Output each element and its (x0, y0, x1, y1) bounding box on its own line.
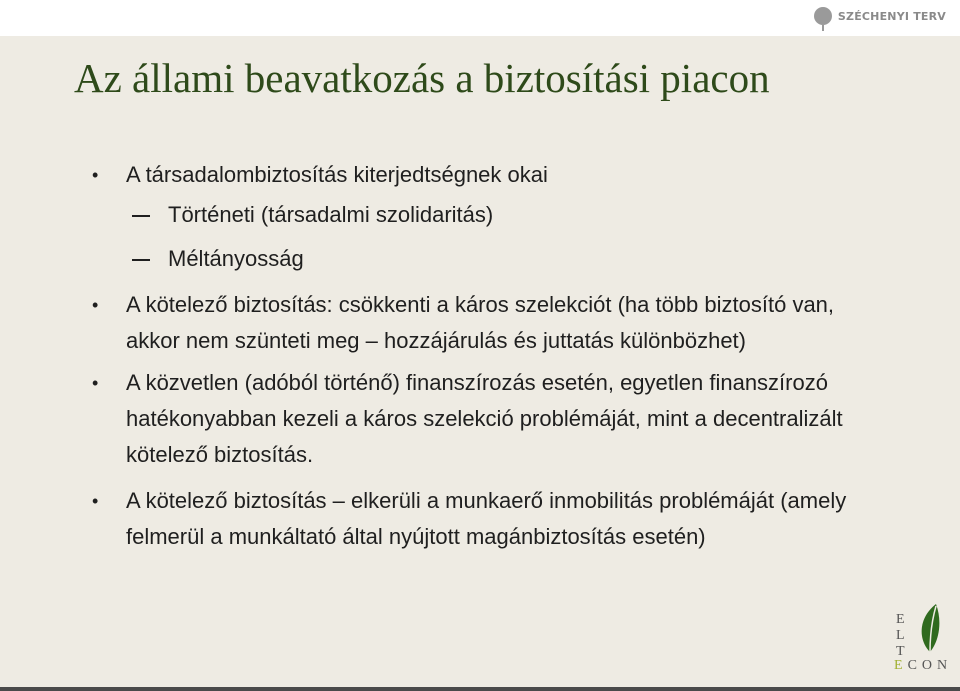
bullet-text: A kötelező biztosítás – elkerüli a munkaerő inmobilitás problémáját (amely felmerül a munkáltató által nyújtott magánbiztosítás esetén) (126, 488, 847, 549)
econ-wordmark (894, 658, 952, 674)
logo-letter: E (896, 612, 905, 627)
slide-title: Az állami beavatkozás a biztosítási piacon (74, 55, 770, 101)
top-bar (0, 0, 960, 36)
szechenyi-logo-icon (814, 7, 832, 25)
logo-letter: T (896, 644, 905, 659)
szechenyi-brand-text: SZÉCHENYI TERV (837, 9, 946, 23)
dash-icon (132, 215, 150, 217)
sub-bullet-item (92, 193, 892, 237)
bottom-border (0, 687, 960, 691)
econ-rest: CON (907, 658, 953, 673)
elte-econ-logo (888, 596, 953, 686)
econ-first-letter: E (894, 658, 908, 673)
sub-bullet-text: Történeti (társadalmi szolidaritás) (168, 202, 494, 227)
bullet-item (92, 287, 892, 359)
sub-bullet-text: Méltányosság (168, 246, 304, 271)
sub-bullet-item (92, 237, 892, 281)
bullet-dot-icon: • (92, 295, 99, 315)
bullet-dot-icon: • (92, 165, 99, 185)
bullet-text: A társadalombiztosítás kiterjedtségnek okai (126, 162, 548, 187)
bullet-item (92, 365, 892, 473)
elte-letters (896, 612, 905, 660)
dash-icon (132, 259, 150, 261)
leaf-icon (916, 602, 942, 654)
bullet-dot-icon: • (92, 491, 99, 511)
szechenyi-logo (814, 4, 946, 28)
logo-letter: L (896, 628, 905, 643)
bullet-dot-icon: • (92, 373, 99, 393)
bullet-list (92, 157, 892, 555)
bullet-item (92, 157, 892, 193)
bullet-text: A közvetlen (adóból történő) finanszírozás esetén, egyetlen finanszírozó hatékonyabban kezeli a káros szelekció problémáját, mint a decentralizált kötelező biztosítás. (126, 370, 843, 467)
bullet-text: A kötelező biztosítás: csökkenti a káros szelekciót (ha több biztosító van, akkor nem szünteti meg – hozzájárulás és juttatás különbözhet) (126, 292, 835, 353)
bullet-item (92, 483, 892, 555)
